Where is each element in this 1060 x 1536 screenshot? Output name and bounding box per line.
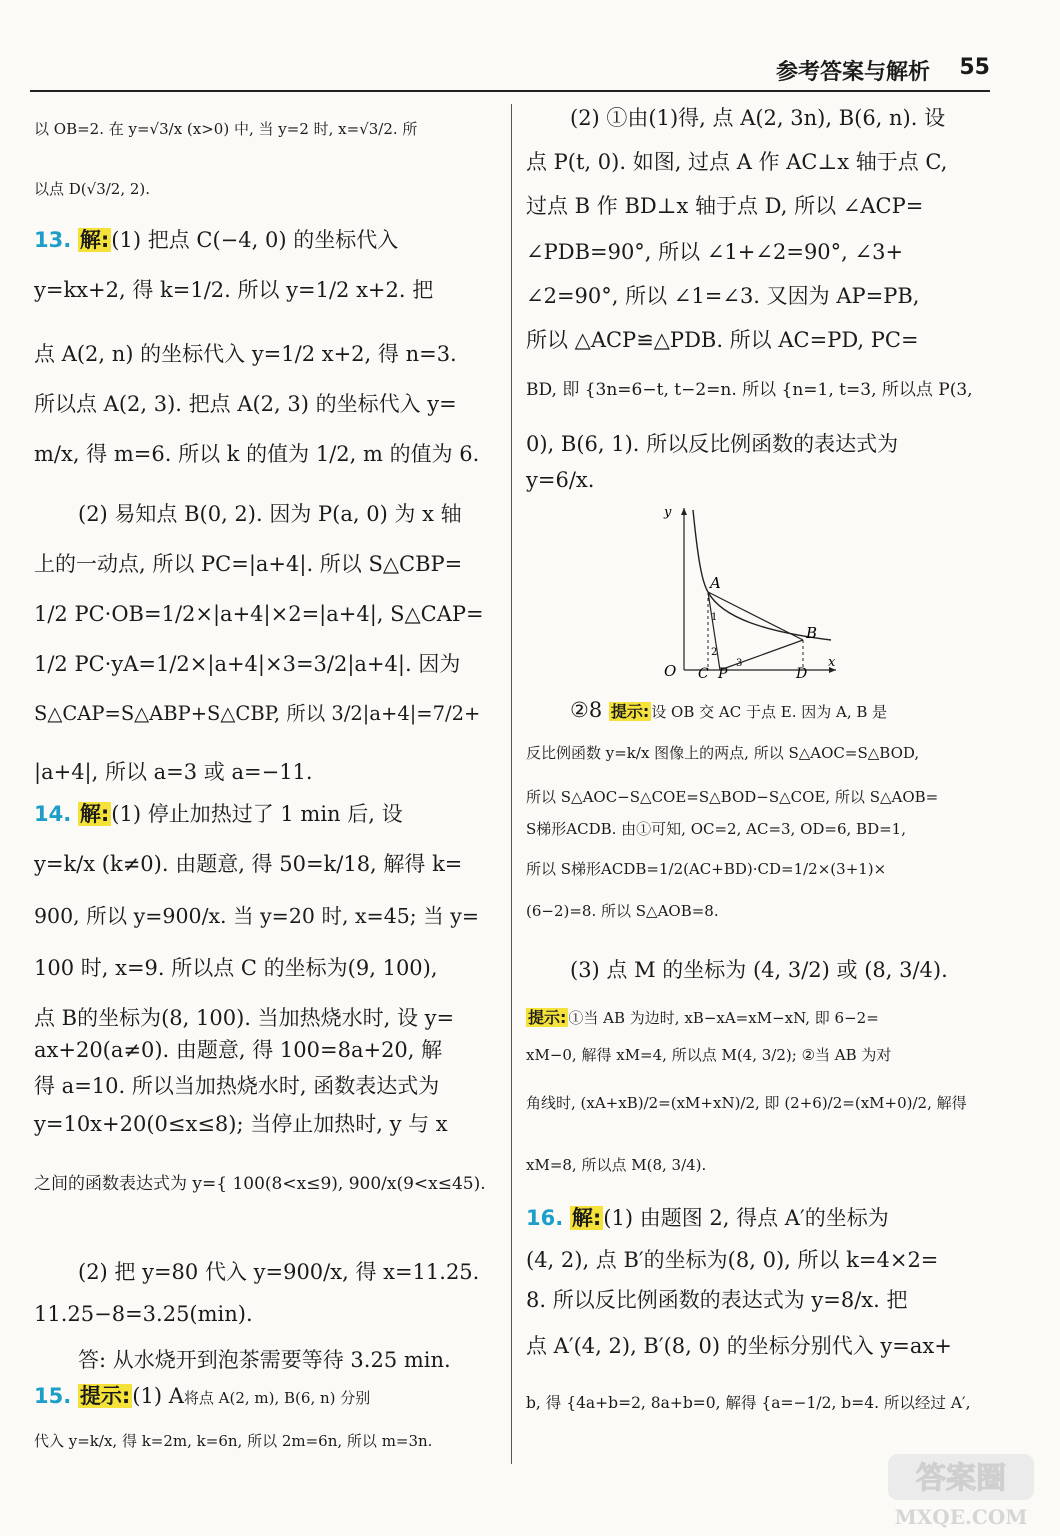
point-D-label: D — [796, 666, 808, 680]
line-text: 之间的函数表达式为 y={ 100(8<x≤9), 900/x(9<x≤45). — [34, 1174, 486, 1194]
point-B-label: B — [806, 624, 818, 642]
point-P-label: P — [718, 666, 728, 680]
text-line — [526, 242, 903, 263]
line-text: 所以 S△AOC−S△COE=S△BOD−S△COE, 所以 S△AOB= — [526, 788, 939, 806]
line-text: (6−2)=8. 所以 S△AOB=8. — [526, 902, 719, 920]
highlight-label: 解: — [79, 228, 110, 252]
column-divider — [511, 104, 512, 1464]
text-line — [34, 1008, 454, 1029]
line-text: 所以点 A(2, 3). 把点 A(2, 3) 的坐标代入 y= — [34, 392, 457, 416]
text-line — [34, 804, 403, 825]
svg-text:MXQE.COM: MXQE.COM — [894, 1505, 1028, 1529]
line-text: 900, 所以 y=900/x. 当 y=20 时, x=45; 当 y= — [34, 904, 479, 928]
line-text: 角线时, (xA+xB)/2=(xM+xN)/2, 即 (2+6)/2=(xM+0)/2, 解得 — [526, 1094, 967, 1112]
line-text: y=10x+20(0≤x≤8); 当停止加热时, y 与 x — [34, 1112, 448, 1136]
text-line — [34, 1114, 448, 1135]
highlight-label: 提示: — [79, 1384, 131, 1408]
text-line — [526, 1336, 952, 1357]
point-A-label: A — [710, 574, 721, 592]
text-line — [34, 1176, 486, 1193]
text-line — [526, 470, 594, 491]
line-text: 点 P(t, 0). 如图, 过点 A 作 AC⊥x 轴于点 C, — [526, 150, 948, 174]
text-line — [34, 906, 479, 927]
line-text: (4, 2), 点 B′的坐标为(8, 0), 所以 k=4×2= — [526, 1248, 939, 1272]
text-line — [570, 700, 887, 721]
question-number: 13. — [34, 228, 72, 252]
text-line — [526, 862, 886, 877]
segment-PB — [720, 640, 803, 670]
question-number: 16. — [526, 1206, 564, 1230]
line-text: 以点 D(√3/2, 2). — [34, 180, 151, 198]
point-C-label: C — [698, 666, 709, 680]
hint-text: 设 OB 交 AC 于点 E. 因为 A, B 是 — [651, 703, 888, 721]
line-text: (2) 易知点 B(0, 2). 因为 P(a, 0) 为 x 轴 — [78, 502, 462, 526]
line-text: (1) 由题图 2, 得点 A′的坐标为 — [603, 1206, 889, 1230]
line-text: |a+4|, 所以 a=3 或 a=−11. — [34, 760, 313, 784]
line-text: xM−0, 解得 xM=4, 所以点 M(4, 3/2); ②当 AB 为对 — [526, 1046, 892, 1064]
highlight-label: 解: — [571, 1206, 602, 1230]
line-text: ∠2=90°, 所以 ∠1=∠3. 又因为 AP=PB, — [526, 284, 920, 308]
text-line — [34, 854, 462, 875]
line-text: 1/2 PC·OB=1/2×|a+4|×2=|a+4|, S△CAP= — [34, 602, 484, 626]
text-line — [526, 434, 898, 455]
line-text: 上的一动点, 所以 PC=|a+4|. 所以 S△CBP= — [34, 552, 463, 576]
text-line — [78, 504, 462, 525]
text-line — [34, 444, 479, 465]
text-line — [526, 1208, 889, 1229]
line-text: y=kx+2, 得 k=1/2. 所以 y=1/2 x+2. 把 — [34, 278, 434, 302]
text-line — [78, 1262, 479, 1283]
text-line — [34, 1386, 370, 1407]
text-line — [526, 1096, 967, 1111]
segment-AP — [708, 592, 720, 670]
line-text: (2) 把 y=80 代入 y=900/x, 得 x=11.25. — [78, 1260, 480, 1284]
line-text: 答: 从水烧开到泡茶需要等待 3.25 min. — [78, 1348, 451, 1372]
text-line — [34, 280, 433, 301]
line-text: (1) A — [132, 1384, 184, 1408]
text-line — [526, 746, 919, 761]
line-text: ax+20(a≠0). 由题意, 得 100=8a+20, 解 — [34, 1038, 443, 1062]
line-text: ②8 — [570, 698, 603, 722]
text-line — [34, 230, 398, 251]
text-line — [526, 1290, 907, 1311]
text-line — [526, 1048, 891, 1063]
line-text: (1) 停止加热过了 1 min 后, 设 — [111, 802, 403, 826]
text-line — [34, 704, 480, 724]
watermark-logo — [886, 1450, 1036, 1530]
line-text: m/x, 得 m=6. 所以 k 的值为 1/2, m 的值为 6. — [34, 442, 480, 466]
text-line — [526, 822, 906, 837]
text-line — [78, 1350, 451, 1371]
text-line — [34, 394, 457, 415]
text-line — [34, 1304, 253, 1325]
text-line — [526, 286, 919, 307]
x-axis-label: x — [828, 655, 836, 670]
hint-label: 提示: — [610, 702, 650, 721]
line-text: 得 a=10. 所以当加热烧水时, 函数表达式为 — [34, 1074, 440, 1098]
line-text: xM=8, 所以点 M(8, 3/4). — [526, 1156, 707, 1174]
line-text: 所以 △ACP≌△PDB. 所以 AC=PD, PC= — [526, 328, 919, 352]
line-text: 100 时, x=9. 所以点 C 的坐标为(9, 100), — [34, 956, 438, 980]
hint-text: 将点 A(2, m), B(6, n) 分别 — [183, 1389, 371, 1407]
text-line — [570, 960, 948, 981]
line-text: ∠PDB=90°, 所以 ∠1+∠2=90°, ∠3+ — [526, 240, 904, 264]
line-text: b, 得 {4a+b=2, 8a+b=0, 解得 {a=−1/2, b=4. 所以经过 A′, — [526, 1394, 971, 1412]
line-text: y=k/x (k≠0). 由题意, 得 50=k/18, 解得 k= — [34, 852, 463, 876]
text-line — [526, 382, 973, 399]
y-axis-arrow — [681, 508, 687, 515]
question-number: 14. — [34, 802, 72, 826]
line-text: 点 A′(4, 2), B′(8, 0) 的坐标分别代入 y=ax+ — [526, 1334, 952, 1358]
angle-1-label: 1 — [711, 612, 718, 623]
text-line — [34, 1076, 439, 1097]
hint-label: 提示: — [528, 1008, 567, 1027]
line-text: (1) 把点 C(−4, 0) 的坐标代入 — [111, 228, 399, 252]
text-line — [526, 790, 938, 805]
line-text: S梯形ACDB. 由①可知, OC=2, AC=3, OD=6, BD=1, — [526, 820, 906, 838]
y-axis-label: y — [664, 505, 672, 520]
line-text: 代入 y=k/x, 得 k=2m, k=6n, 所以 2m=6n, 所以 m=3n. — [34, 1432, 433, 1450]
text-line — [526, 1158, 706, 1173]
section-title: 参考答案与解析 — [775, 60, 930, 85]
text-line — [34, 554, 462, 575]
text-line — [526, 152, 947, 173]
line-text: BD, 即 {3n=6−t, t−2=n. 所以 {n=1, t=3, 所以点 P(3, — [526, 380, 973, 400]
text-line — [570, 108, 945, 129]
text-line — [526, 1396, 971, 1412]
line-text: 所以 S梯形ACDB=1/2(AC+BD)·CD=1/2×(3+1)× — [526, 860, 887, 878]
line-text: (2) ①由(1)得, 点 A(2, 3n), B(6, n). 设 — [570, 106, 946, 130]
text-line — [526, 330, 919, 351]
text-line — [526, 1006, 879, 1027]
text-line — [34, 1040, 442, 1061]
function-graph-figure — [646, 500, 846, 680]
hint-text: ①当 AB 为边时, xB−xA=xM−xN, 即 6−2= — [568, 1009, 879, 1027]
line-text: 过点 B 作 BD⊥x 轴于点 D, 所以 ∠ACP= — [526, 194, 924, 218]
text-line — [526, 1250, 938, 1271]
line-text: 1/2 PC·yA=1/2×|a+4|×3=3/2|a+4|. 因为 — [34, 652, 461, 676]
line-text: 以 OB=2. 在 y=√3/x (x>0) 中, 当 y=2 时, x=√3/2. 所 — [34, 120, 418, 138]
text-line — [34, 344, 457, 365]
text-line — [34, 182, 150, 197]
line-text: 点 A(2, n) 的坐标代入 y=1/2 x+2, 得 n=3. — [34, 342, 457, 366]
line-text: (3) 点 M 的坐标为 (4, 3/2) 或 (8, 3/4). — [570, 958, 948, 982]
line-text: 8. 所以反比例函数的表达式为 y=8/x. 把 — [526, 1288, 908, 1312]
header-rule — [30, 90, 990, 92]
svg-text:答案圈: 答案圈 — [916, 1461, 1006, 1496]
highlight-label: 解: — [79, 802, 110, 826]
origin-label: O — [664, 662, 677, 680]
angle-3-label: 3 — [736, 658, 743, 669]
angle-2-label: 2 — [711, 647, 718, 658]
line-text: 反比例函数 y=k/x 图像上的两点, 所以 S△AOC=S△BOD, — [526, 744, 920, 762]
line-text: 0), B(6, 1). 所以反比例函数的表达式为 — [526, 432, 899, 456]
segment-AB — [708, 592, 803, 640]
text-line — [34, 604, 484, 625]
text-line — [526, 904, 719, 919]
text-line — [34, 958, 438, 979]
line-text: y=6/x. — [526, 468, 595, 492]
text-line — [34, 122, 417, 137]
question-number: 15. — [34, 1384, 72, 1408]
text-line — [526, 196, 923, 217]
text-line — [34, 762, 313, 783]
text-line — [34, 654, 460, 675]
line-text: S△CAP=S△ABP+S△CBP, 所以 3/2|a+4|=7/2+ — [34, 702, 481, 725]
line-text: 点 B的坐标为(8, 100). 当加热烧水时, 设 y= — [34, 1006, 455, 1030]
text-line — [34, 1434, 432, 1449]
line-text: 11.25−8=3.25(min). — [34, 1302, 253, 1326]
page-number: 55 — [959, 55, 990, 80]
